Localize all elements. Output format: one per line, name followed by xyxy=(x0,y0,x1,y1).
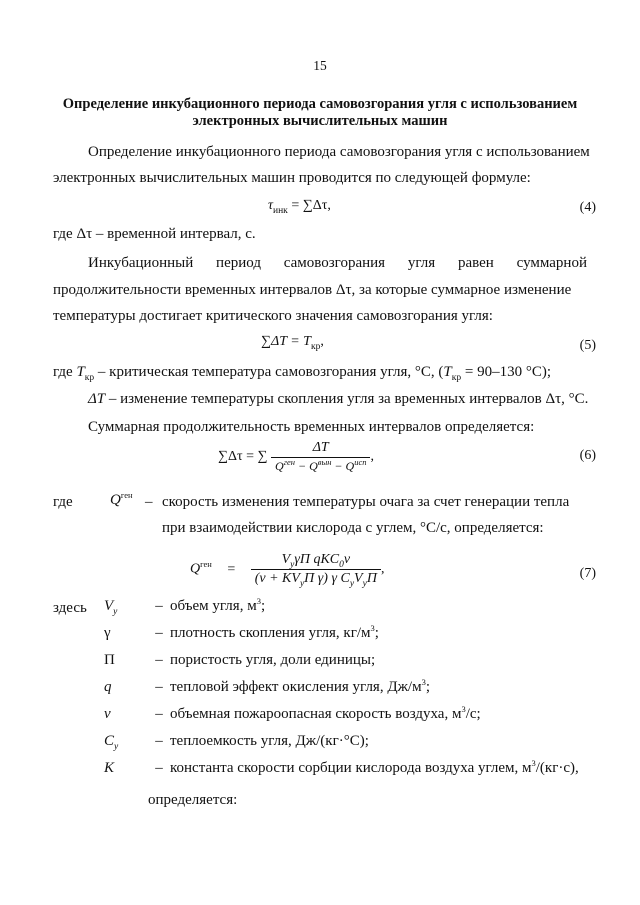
qgen-line-2: при взаимодействии кислорода с углем, °С/с, определяется: xyxy=(162,520,544,536)
def-sup: 3 xyxy=(421,677,426,687)
delta-t-symbol: ΔT xyxy=(88,391,106,407)
def-end: /(кг·с), xyxy=(535,760,579,776)
paragraph-2-line-1: Инкубационный период самовозгорания угля равен суммарной xyxy=(88,255,587,271)
eq7-num-a: V xyxy=(281,552,291,567)
equation-4-number: (4) xyxy=(579,200,596,215)
qgen-where: где xyxy=(53,494,73,510)
eq7-num-c: v xyxy=(343,552,351,567)
eq6-den-c: − Q xyxy=(331,459,355,473)
def-dash: – xyxy=(155,706,163,722)
def-dash: – xyxy=(155,652,163,668)
definition-item xyxy=(104,598,579,625)
equation-7-number: (7) xyxy=(579,566,596,581)
def-sup: 3 xyxy=(370,623,375,633)
where-tkr-c: = 90–130 °С); xyxy=(461,364,552,380)
paragraph-2-line-3: температуры достигает критического значения самовозгорания угля: xyxy=(53,308,493,324)
definition-item xyxy=(104,733,579,760)
def-sub: у xyxy=(114,742,119,752)
def-text: пористость угля, доли единицы; xyxy=(170,652,376,668)
eq7-den-a: (v + KV xyxy=(254,571,300,586)
def-symbol: q xyxy=(104,679,112,695)
eq6-den-b: − Q xyxy=(294,459,318,473)
eq6-tail: , xyxy=(370,449,374,465)
eq7-den-sub2: у xyxy=(349,578,355,589)
def-symbol: γ xyxy=(104,625,111,641)
eq7-tail: , xyxy=(380,561,385,577)
eq7-den-sub3: у xyxy=(362,578,367,589)
def-text: тепловой эффект окисления угля, Дж/м xyxy=(170,679,422,695)
def-sup: 3 xyxy=(256,596,261,606)
paragraph-1-line-1: Определение инкубационного периода самовозгорания угля с использованием xyxy=(88,144,590,160)
def-end: /с; xyxy=(465,706,481,722)
eq5-sub: кр xyxy=(310,341,321,352)
equation-6-number: (6) xyxy=(579,448,596,463)
eq7-numerator xyxy=(251,552,381,570)
eq7-den-d: Π xyxy=(366,571,377,586)
where-tkr-b: – критическая температура самовозгорания угля, °С, ( xyxy=(94,364,444,380)
eq7-denominator xyxy=(251,570,381,587)
qgen-line-1: скорость изменения температуры очага за счет генерации тепла xyxy=(162,494,570,510)
eq6-lhs: ∑Δτ = ∑ xyxy=(218,449,268,465)
def-text: константа скорости сорбции кислорода воздуха углем, м xyxy=(170,760,532,776)
definition-item xyxy=(104,625,579,652)
paragraph-3: Суммарная продолжительность временных интервалов определяется: xyxy=(88,419,535,435)
where-tkr-a: где xyxy=(53,364,77,380)
eq7-den-sub: у xyxy=(299,578,305,589)
where-tkr-sym: T xyxy=(76,364,85,380)
here-label: здесь xyxy=(53,600,87,616)
def-dash: – xyxy=(155,598,163,614)
def-sub: у xyxy=(113,607,118,617)
where-tkr-sym2: T xyxy=(443,364,452,380)
eq7-num-b: γΠ qKC xyxy=(294,552,340,567)
eq4-lhs: τ xyxy=(268,198,274,213)
def-symbol: v xyxy=(104,706,111,722)
where-tkr-sub: кр xyxy=(84,373,95,383)
eq6-den-a: Q xyxy=(275,459,284,473)
equation-5-number: (5) xyxy=(579,338,596,353)
definition-item xyxy=(104,652,579,679)
eq7-den-c: V xyxy=(354,571,363,586)
def-sup: 3 xyxy=(461,704,466,714)
paragraph-1-line-2: электронных вычислительных машин проводится по следующей формуле: xyxy=(53,170,531,186)
section-title: Определение инкубационного периода самовозгорания угля с использованием электронных вычислительных машин xyxy=(62,96,578,129)
eq7-num-sub2: 0 xyxy=(339,559,344,570)
def-symbol: K xyxy=(104,760,115,776)
eq5-tail: , xyxy=(320,334,324,349)
eq7-lhs-sup: ген xyxy=(200,559,212,570)
eq4-lhs-sub: инк xyxy=(273,205,288,216)
eq7-num-sub: у xyxy=(290,559,295,570)
qgen-symbol xyxy=(110,492,133,509)
eq4-rhs: = ∑Δτ, xyxy=(291,198,331,213)
def-symbol: Π xyxy=(104,652,115,668)
qgen-dash: – xyxy=(145,494,153,510)
def-end: ; xyxy=(425,679,431,695)
definition-item xyxy=(104,679,579,706)
equation-7 xyxy=(190,552,384,587)
equation-4 xyxy=(268,198,331,214)
def-end: ; xyxy=(374,625,379,641)
eq6-fraction xyxy=(271,440,370,474)
eq6-denominator xyxy=(271,458,370,474)
qgen-sym: Q xyxy=(110,492,121,508)
eq7-den-b: Π γ) γ C xyxy=(304,571,350,586)
qgen-sym-sup: ген xyxy=(120,490,133,500)
eq7-lhs: Q xyxy=(190,561,201,577)
eq6-den-a-sup: ген xyxy=(283,457,295,467)
def-dash: – xyxy=(155,679,163,695)
eq6-numerator: ΔT xyxy=(271,440,370,458)
definition-item xyxy=(104,760,579,787)
eq7-equals: = xyxy=(227,561,236,577)
eq6-den-c-sup: исп xyxy=(354,457,367,467)
page-number: 15 xyxy=(313,58,327,73)
where-tkr-sub2: кр xyxy=(451,373,462,383)
equation-6 xyxy=(218,440,374,474)
paragraph-2-line-2: продолжительности временных интервалов Δτ, за которые суммарное изменение xyxy=(53,282,572,298)
eq5-text: ∑ΔT = T xyxy=(261,334,311,349)
last-line: определяется: xyxy=(148,792,238,808)
def-text: теплоемкость угля, Дж/(кг·°С); xyxy=(170,733,369,749)
where-t-critical xyxy=(53,364,551,381)
def-text: объемная пожароопасная скорость воздуха, м xyxy=(170,706,462,722)
definitions-list xyxy=(104,598,579,787)
def-text: объем угля, м xyxy=(170,598,257,614)
def-symbol: V xyxy=(104,598,114,614)
equation-5 xyxy=(261,334,324,350)
def-sup: 3 xyxy=(531,758,536,768)
def-symbol: C xyxy=(104,733,115,749)
def-text: плотность скопления угля, кг/м xyxy=(170,625,371,641)
definition-item xyxy=(104,706,579,733)
def-end: ; xyxy=(260,598,266,614)
def-dash: – xyxy=(155,760,163,776)
eq7-fraction xyxy=(251,552,381,587)
delta-t-definition xyxy=(88,391,588,408)
where-delta-tau: где Δτ – временной интервал, с. xyxy=(53,226,256,242)
eq6-den-b-sup: вын xyxy=(317,457,332,467)
def-dash: – xyxy=(155,625,163,641)
def-dash: – xyxy=(155,733,163,749)
delta-t-text: – изменение температуры скопления угля за временных интервалов Δτ, °С. xyxy=(105,391,589,407)
